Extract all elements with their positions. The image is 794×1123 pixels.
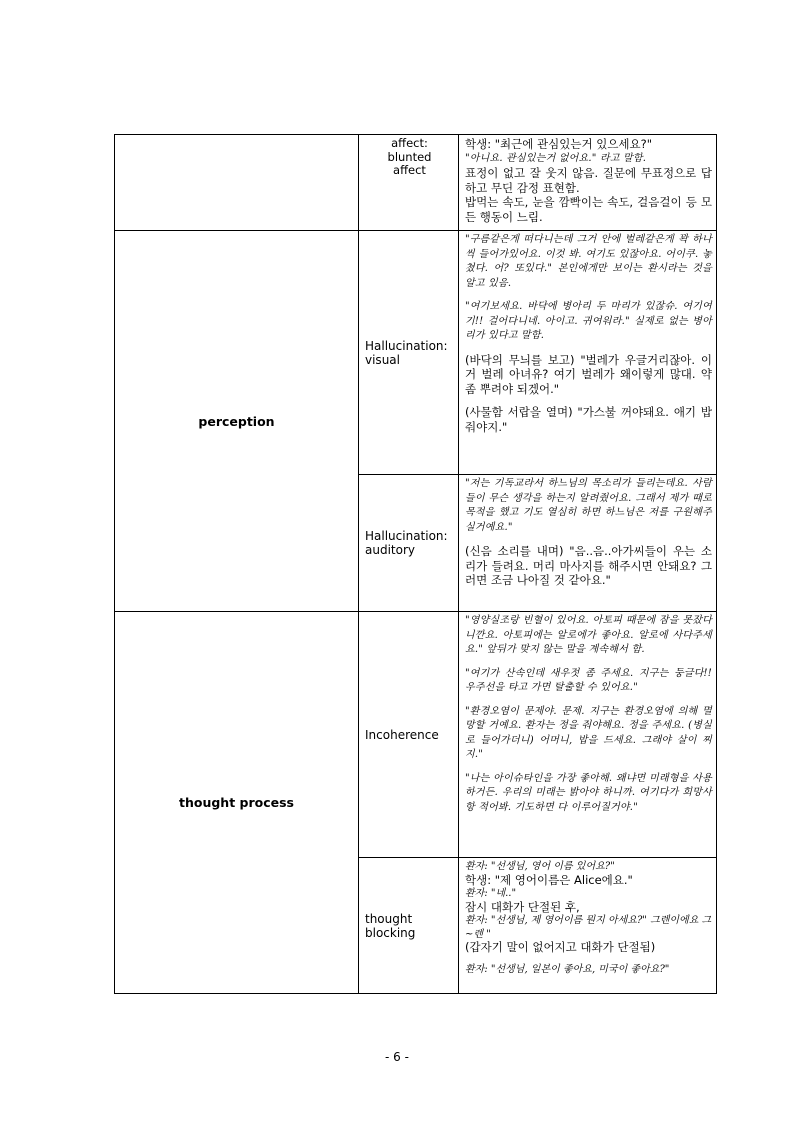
desc-paragraph: "저는 기독교라서 하느님의 목소리가 들리는데요. 사람들이 무슨 생각을 하는지 알려줬어요. 그래서 제가 때로목적을 했고 기도 열심히 하면 하느님은 저를 구원해주실거예요." — [465, 478, 712, 533]
sub-label-line: blunted — [387, 149, 432, 164]
desc-paragraph: (바닥의 무늬를 보고) "벌레가 우글거리잖아. 이거 벌레 아녀유? 여기 벌레가 왜이렇게 많대. 약 좀 뿌려야 되겠어." — [465, 352, 712, 396]
description-incoherence — [459, 612, 717, 858]
desc-line: 학생: "최근에 관심있는거 있으세요?" — [465, 137, 653, 151]
desc-line: 표정이 없고 잘 웃지 않음. 질문에 무표정으로 답하고 무딘 감정 표현함. — [465, 166, 712, 195]
row-hallucination-visual — [115, 231, 717, 475]
sub-label-visual: Hallucination: visual — [359, 231, 459, 475]
sub-label-line: affect: — [391, 136, 428, 150]
dialogue-line: 학생: "제 영어이름은 Alice에요." — [465, 872, 633, 887]
sub-label-affect — [359, 135, 459, 231]
desc-paragraph: "여기가 산속인데 새우젓 좀 주세요. 지구는 둥글다!! 우주선을 타고 가면 탈출할 수 있어요." — [465, 667, 712, 693]
sub-label-auditory: Hallucination: auditory — [359, 475, 459, 612]
category-cell-affect — [115, 135, 359, 231]
desc-paragraph: "환경오염이 문제야. 문제. 지구는 환경오염에 의해 멸망할 거예요. 환자는 정을 줘야해요. 정을 주세요. (병실로 들어가더니) 어머니, 밥을 드세요. 그래야 살이 찌지." — [465, 705, 712, 760]
description-blocking — [459, 858, 717, 994]
dialogue-line: 환자: "선생님, 제 영어이름 뭔지 아세요?" 그렌이에요 그~렌 " — [465, 915, 712, 940]
row-incoherence — [115, 612, 717, 858]
desc-line: "아니요. 관심있는거 없어요." 라고 말함. — [465, 152, 647, 164]
dialogue-line: 잠시 대화가 단절된 후, — [465, 899, 580, 914]
desc-paragraph: (신음 소리를 내며) "음..음..아가씨들이 우는 소리가 들려요. 머리 마사지를 해주시면 안돼요? 그러면 조금 나아질 것 같아요." — [465, 544, 712, 587]
category-perception: perception — [115, 231, 359, 612]
sub-label-line: affect — [393, 163, 426, 177]
desc-line: 밥먹는 속도, 눈을 깜빡이는 속도, 걸음걸이 등 모든 행동이 느림. — [465, 195, 712, 224]
description-auditory — [459, 475, 717, 612]
desc-paragraph: "구름같은게 떠다니는데 그거 안에 벌레같은게 꽉 하나씩 들어가있어요. 이것 봐. 여기도 있잖아요. 어이쿠. 놓쳤다. 어? 또있다." 본인에게만 보이는 환시라는 것을 알고 있음. — [465, 234, 712, 289]
dialogue-line: 환자: "네.." — [465, 888, 517, 899]
row-affect — [115, 135, 717, 231]
page-number: - 6 - — [385, 1050, 409, 1064]
desc-paragraph: (사물함 서랍을 열며) "가스불 꺼야돼요. 애기 밥 줘야지." — [465, 405, 712, 434]
dialogue-spacer — [465, 955, 712, 963]
desc-paragraph: "여기보세요. 바닥에 병아리 두 마리가 있잖슈. 여기여기!! 걸어다니네. 아이고. 귀여워라." 실제로 없는 병아리가 있다고 말함. — [465, 301, 712, 341]
category-thought-process: thought process — [115, 612, 359, 994]
sub-label-incoherence: Incoherence — [359, 612, 459, 858]
description-affect — [459, 135, 717, 231]
desc-paragraph: "영양실조랑 빈혈이 있어요. 아토피 때문에 잠을 못잤다니깐요. 아토피에는 알로에가 좋아요. 알로에 사다주세요." 앞뒤가 맞지 않는 말을 계속해서 함. — [465, 615, 712, 655]
sub-label-blocking: thought blocking — [359, 858, 459, 994]
dialogue-line: 환자: "선생님, 일본이 좋아요, 미국이 좋아요?" — [465, 963, 670, 975]
dialogue-line: 환자: "선생님, 영어 이름 있어요?" — [465, 861, 615, 872]
desc-paragraph: "나는 아이슈타인을 가장 좋아해. 왜냐면 미래형을 사용하거든. 우리의 미래는 밝아야 하니까. 여기다가 희망사항 적어봐. 기도하면 다 이루어질거야." — [465, 772, 712, 813]
description-visual — [459, 231, 717, 475]
assessment-table — [114, 134, 717, 994]
dialogue-line: (갑자기 말이 없어지고 대화가 단절됨) — [465, 940, 656, 954]
